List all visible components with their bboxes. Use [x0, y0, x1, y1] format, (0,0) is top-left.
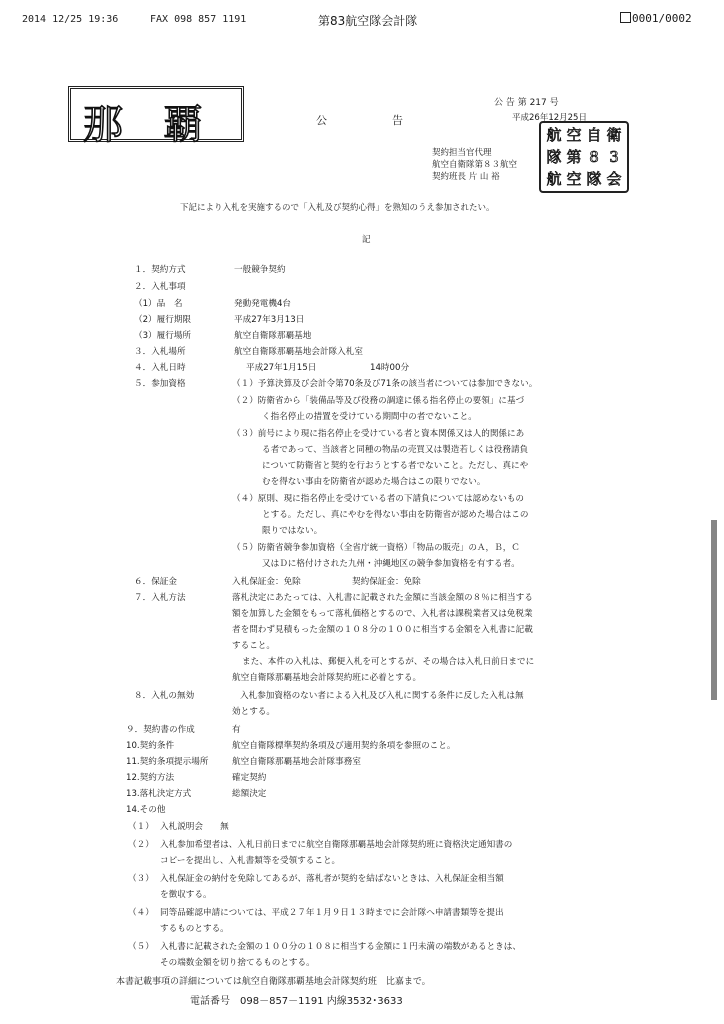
item9-label: ９．契約書の作成: [126, 725, 195, 735]
other1-num: （１）: [128, 822, 154, 832]
qual-3a: （３）前号により現に指名停止を受けている者と資本関係又は人的関係にあ: [232, 429, 525, 439]
official-seal: 航 空 自 衛 隊 第 8 3 航 空 隊 会: [539, 121, 629, 193]
qual-3c: について防衛省と契約を行おうとする者でないこと。ただし、真にや: [262, 461, 529, 471]
item10-label: 10.契約条件: [126, 741, 175, 751]
other4-num: （４）: [128, 908, 154, 918]
qual-4b: とする。ただし、真にやむを得ない事由を防衛省が認めた場合はこの: [262, 510, 529, 520]
item6-value: 入札保証金：免除: [232, 577, 301, 587]
stamp-char-1: 那: [83, 102, 123, 148]
method-2: 額を加算した金額をもって落札価格とするので、入札者は課税業者又は免税業: [232, 609, 533, 619]
notice-title-right: 告: [392, 114, 403, 127]
item6-label: ６．保証金: [134, 577, 177, 587]
item2-label: ２．入札事項: [134, 282, 186, 292]
method-4: すること。: [232, 641, 275, 651]
fax-page: 0001/0002: [620, 12, 692, 25]
other5-text2: その端数金額を切り捨てるものとする。: [160, 958, 315, 968]
issuer-line-2: 航空自衛隊第８３航空: [432, 160, 518, 170]
qual-5a: （５）防衛省競争参加資格（全省庁統一資格）「物品の販売」のＡ，Ｂ，Ｃ: [232, 543, 520, 553]
fax-page-icon: [620, 12, 631, 23]
item8-label: ８．入札の無効: [134, 691, 195, 701]
item14-label: 14.その他: [126, 805, 166, 815]
qual-1: （１）予算決算及び会計令第70条及び71条の該当者については参加できない。: [232, 379, 538, 389]
item2-2-label: （2）履行期限: [134, 315, 192, 325]
qual-3b: る者であって、当該者と同種の物品の売買又は製造若しくは役務請負: [262, 445, 529, 455]
method-1: 落札決定にあたっては、入札書に記載された金額に当該金額の８％に相当する: [232, 593, 533, 603]
qual-2b: く指名停止の措置を受けている期間中の者でないこと。: [262, 412, 477, 422]
item2-3-label: （3）履行場所: [134, 331, 192, 341]
item3-value: 航空自衛隊那覇基地会計隊入札室: [234, 347, 363, 357]
item1-value: 一般競争契約: [234, 265, 286, 275]
naha-stamp: [68, 86, 244, 148]
item13-value: 総額決定: [232, 789, 267, 799]
notice-number: 公 告 第 217 号: [494, 98, 559, 108]
item2-3-value: 航空自衛隊那覇基地: [234, 331, 312, 341]
item5-label: ５．参加資格: [134, 379, 186, 389]
item11-label: 11.契約条項提示場所: [126, 757, 209, 767]
other3-text: 入札保証金の納付を免除してあるが、落札者が契約を結ばないときは、入札保証金相当額: [160, 874, 504, 884]
fax-number: FAX 098 857 1191: [150, 14, 247, 25]
other3-num: （３）: [128, 874, 154, 884]
item8-value: 入札参加資格のない者による入札及び入札に関する条件に反した入札は無: [240, 691, 524, 701]
item1-label: １．契約方式: [134, 265, 186, 275]
item10-value: 航空自衛隊標準契約条項及び適用契約条項を参照のこと。: [232, 741, 456, 751]
fax-sender: 第83航空隊会計隊: [318, 14, 418, 28]
scan-edge-mark: [711, 520, 717, 700]
item6-value2: 契約保証金：免除: [352, 577, 421, 587]
qual-3d: むを得ない事由を防衛省が認めた場合はこの限りでない。: [262, 477, 486, 487]
item4-value: 平成27年1月15日: [246, 363, 317, 373]
method-5: また、本件の入札は、郵便入札を可とするが、その場合は入札日前日までに: [242, 657, 535, 667]
qual-5b: 又はＤに格付けされた九州・沖縄地区の競争参加資格を有する者。: [262, 559, 520, 569]
qual-4a: （４）原則、現に指名停止を受けている者の下請負については認めないもの: [232, 494, 525, 504]
notice-title-left: 公: [316, 114, 327, 127]
fax-datetime: 2014 12/25 19:36: [22, 14, 119, 25]
qual-2a: （２）防衛省から「装備品等及び役務の調達に係る指名停止の要領」に基づ: [232, 396, 525, 406]
other2-num: （２）: [128, 840, 154, 850]
method-6: 航空自衛隊那覇基地会計隊契約班に必着とする。: [232, 673, 422, 683]
item8-value2: 効とする。: [232, 707, 275, 717]
intro-text: 下記により入札を実施するので「入札及び契約心得」を熟知のうえ参加されたい。: [180, 203, 495, 213]
item12-value: 確定契約: [232, 773, 267, 783]
item2-1-label: （1）品 名: [134, 299, 183, 309]
item9-value: 有: [232, 725, 241, 735]
item7-label: ７．入札方法: [134, 593, 186, 603]
other4-text2: するものとする。: [160, 924, 229, 934]
other2-text2: コピーを提出し、入札書類等を受領すること。: [160, 856, 341, 866]
item12-label: 12.契約方法: [126, 773, 175, 783]
item13-label: 13.落札決定方式: [126, 789, 192, 799]
other1-text: 入札説明会 無: [160, 822, 229, 832]
item2-1-value: 発動発電機4台: [234, 299, 292, 309]
other2-text: 入札参加希望者は、入札日前日までに航空自衛隊那覇基地会計隊契約班に資格決定通知書の: [160, 840, 513, 850]
other3-text2: を徴収する。: [160, 890, 212, 900]
item4-time: 14時00分: [370, 363, 410, 373]
item3-label: ３．入札場所: [134, 347, 186, 357]
item11-value: 航空自衛隊那覇基地会計隊事務室: [232, 757, 361, 767]
qual-4c: 限りではない。: [262, 526, 323, 536]
item4-label: ４．入札日時: [134, 363, 186, 373]
other5-text: 入札書に記載された金額の１００分の１０８に相当する金額に１円未満の端数があるときは、: [160, 942, 521, 952]
stamp-char-2: 覇: [163, 102, 203, 148]
issuer-line-1: 契約担当官代理: [432, 148, 492, 158]
ki-heading: 記: [362, 235, 371, 245]
phone-text: 電話番号 098－857－1191 内線3532･3633: [190, 996, 403, 1007]
inquiry-text: 本書記載事項の詳細については航空自衛隊那覇基地会計隊契約班 比嘉まで。: [116, 977, 431, 987]
item2-2-value: 平成27年3月13日: [234, 315, 305, 325]
other5-num: （５）: [128, 942, 154, 952]
issuer-line-3: 契約班長 片 山 裕: [432, 172, 500, 182]
notice-date: 平成26年12月25日: [512, 113, 587, 123]
other4-text: 同等品確認申請については、平成２７年１月９日１３時までに会計隊へ申請書類等を提出: [160, 908, 504, 918]
method-3: 者を問わず見積もった金額の１０８分の１００に相当する金額を入札書に記載: [232, 625, 533, 635]
